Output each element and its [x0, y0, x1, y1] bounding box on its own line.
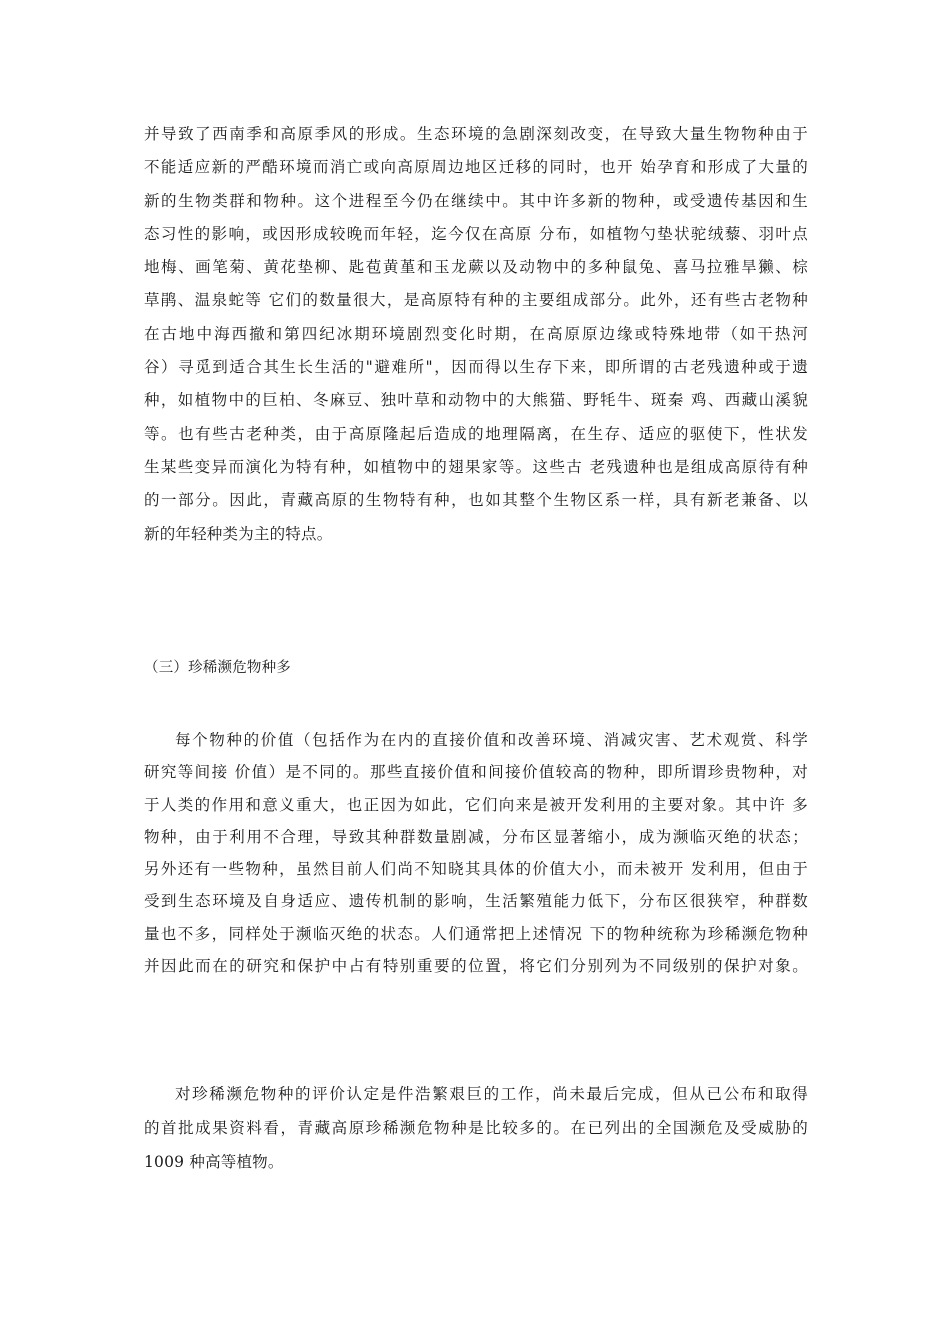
paragraph-species-value: [144, 724, 808, 982]
text-line: 并因此而在的研究和保护中占有特别重要的位置，将它们分别列为不同级别的保护对象。: [144, 957, 808, 976]
text-line: 地梅、画笔菊、黄花垫柳、匙苞黄堇和玉龙蕨以及动物中的多种鼠兔、喜马拉雅旱獭、棕: [144, 258, 808, 277]
text-line: 不能适应新的严酷环境而消亡或向高原周边地区迁移的同时，也开 始孕育和形成了大量的: [144, 158, 808, 177]
text-line: 态习性的影响，或因形成较晚而年轻，迄今仅在高原 分布，如植物勺垫状驼绒藜、羽叶点: [144, 224, 808, 243]
paragraph-endemic-species: [144, 118, 808, 551]
text-line: 另外还有一些物种，虽然目前人们尚不知晓其具体的价值大小，而未被开 发利用，但由于: [144, 860, 808, 879]
section-heading-block: [144, 653, 808, 683]
text-line: 物种，由于利用不合理，导致其种群数量剧减，分布区显著缩小，成为濒临灭绝的状态；: [144, 827, 808, 846]
text-line: 生某些变异而演化为特有种，如植物中的翅果家等。这些古 老残遗种也是组成高原待有种: [144, 457, 808, 476]
text-line: 量也不多，同样处于濒临灭绝的状态。人们通常把上述情况 下的物种统称为珍稀濒危物种: [144, 924, 808, 943]
text-line: 种，如植物中的巨柏、冬麻豆、独叶草和动物中的大熊猫、野牦牛、斑秦 鸡、西藏山溪貌: [144, 391, 808, 410]
text-line: 每个物种的价值（包括作为在内的直接价值和改善环境、消减灾害、艺术观赏、科学: [175, 731, 808, 749]
text-line: 谷）寻觅到适合其生长生活的"避难所"，因而得以生存下来，即所谓的古老残遗种或于遗: [144, 358, 808, 377]
text-line: 的一部分。因此，青藏高原的生物特有种，也如其整个生物区系一样，具有新老兼备、以: [144, 491, 808, 510]
text-line: 研究等间接 价值）是不同的。那些直接价值和间接价值较高的物种，即所谓珍贵物种，对: [144, 763, 808, 782]
text-line: 新的生物类群和物种。这个进程至今仍在继续中。其中许多新的物种，或受遗传基因和生: [144, 191, 808, 210]
text-line: 对珍稀濒危物种的评价认定是件浩繁艰巨的工作，尚未最后完成，但从已公布和取得: [175, 1085, 808, 1103]
paragraph-endangered-assessment: [144, 1077, 808, 1179]
text-line: 的首批成果资料看，青藏高原珍稀濒危物种是比较多的。在已列出的全国濒危及受威胁的: [144, 1119, 808, 1137]
text-line: 于人类的作用和意义重大，也正因为如此，它们向来是被开发利用的主要对象。其中许 多: [144, 795, 808, 814]
text-line: 草鹃、温泉蛇等 它们的数量很大，是高原特有种的主要组成部分。此外，还有些古老物种: [144, 291, 808, 310]
text-line: 在古地中海西撤和第四纪冰期环境剧烈变化时期，在高原原边缘或特殊地带（如干热河: [144, 324, 808, 343]
text-line: 受到生态环境及自身适应、遗传机制的影响，生活繁殖能力低下，分布区很狭窄，种群数: [144, 892, 808, 911]
text-line: 等。也有些古老种类，由于高原隆起后造成的地理隔离，在生存、适应的驱使下，性状发: [144, 424, 808, 443]
section-heading: （三）珍稀濒危物种多: [144, 660, 291, 676]
text-line: 并导致了西南季和高原季风的形成。生态环境的急剧深刻改变，在导致大量生物物种由于: [144, 125, 808, 143]
text-line: 新的年轻种类为主的特点。: [144, 524, 333, 543]
text-line: 1009 种高等植物。: [144, 1153, 284, 1171]
